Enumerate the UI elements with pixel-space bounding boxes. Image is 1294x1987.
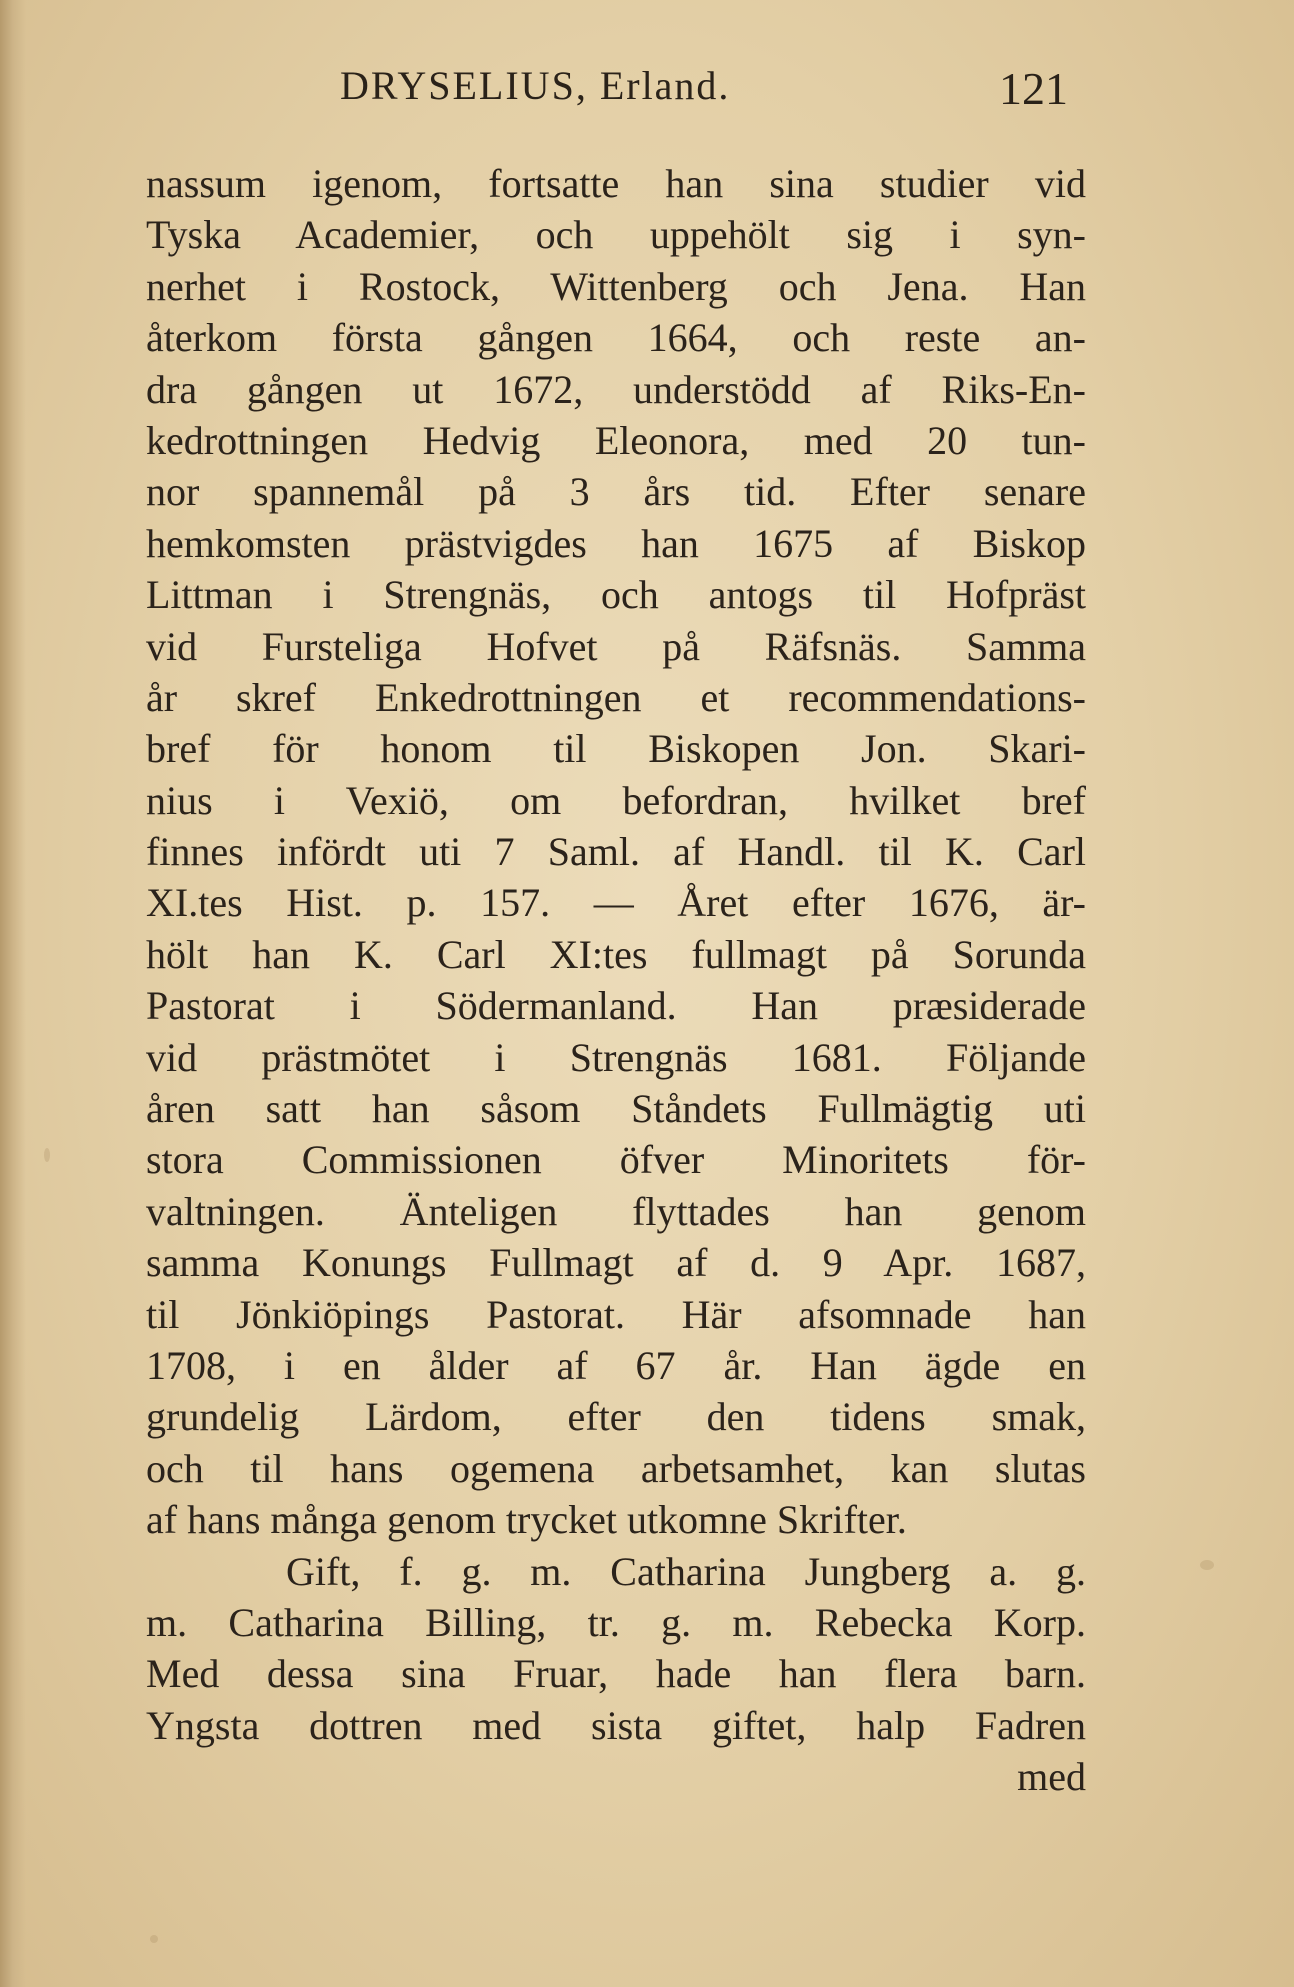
- paper-stain: [150, 1935, 158, 1943]
- running-header: [340, 62, 1100, 122]
- text-line: år skref Enkedrottningen et recommendations-: [146, 674, 1086, 720]
- page-number: 121: [999, 63, 1068, 114]
- text-line: m. Catharina Billing, tr. g. m. Rebecka Korp.: [146, 1599, 1086, 1645]
- text-line: åren satt han såsom Ståndets Fullmägtig uti: [146, 1086, 1086, 1132]
- text-line: af hans många genom trycket utkomne Skrifter.: [146, 1497, 907, 1543]
- text-line: Gift, f. g. m. Catharina Jungberg a. g.: [286, 1548, 1086, 1594]
- text-line: til Jönkiöpings Pastorat. Här afsomnade han: [146, 1291, 1086, 1337]
- page-edge-shadow: [0, 0, 26, 1987]
- text-line: vid Fursteliga Hofvet på Räfsnäs. Samma: [146, 623, 1086, 669]
- catchword: med: [1017, 1754, 1086, 1800]
- text-line: stora Commissionen öfver Minoritets för-: [146, 1137, 1086, 1183]
- text-line: 1708, i en ålder af 67 år. Han ägde en: [146, 1342, 1086, 1388]
- text-line: hölt han K. Carl XI:tes fullmagt på Sorunda: [146, 931, 1086, 977]
- text-line: nius i Vexiö, om befordran, hvilket bref: [146, 777, 1086, 823]
- text-line: vid prästmötet i Strengnäs 1681. Följande: [146, 1034, 1086, 1080]
- text-line: Tyska Academier, och uppehölt sig i syn-: [146, 212, 1086, 258]
- body-text: [146, 158, 1086, 1803]
- running-title: DRYSELIUS, Erland.: [340, 63, 731, 108]
- text-line: nassum igenom, fortsatte han sina studier vid: [146, 161, 1086, 206]
- paper-stain: [1200, 1560, 1214, 1570]
- text-line: Yngsta dottren med sista giftet, halp Fadren: [146, 1702, 1086, 1748]
- text-line: Pastorat i Södermanland. Han præsiderade: [146, 983, 1086, 1029]
- text-line: dra gången ut 1672, understödd af Riks-En-: [146, 366, 1086, 412]
- text-line: finnes infördt uti 7 Saml. af Handl. til K. Carl: [146, 829, 1086, 875]
- text-line: hemkomsten prästvigdes han 1675 af Biskop: [146, 520, 1086, 566]
- text-line: grundelig Lärdom, efter den tidens smak,: [146, 1394, 1086, 1440]
- text-line: bref för honom til Biskopen Jon. Skari-: [146, 726, 1086, 772]
- text-line: nerhet i Rostock, Wittenberg och Jena. Han: [146, 263, 1086, 309]
- text-line: valtningen. Änteligen flyttades han genom: [146, 1188, 1086, 1234]
- text-line: återkom första gången 1664, och reste an-: [146, 315, 1086, 361]
- text-line: nor spannemål på 3 års tid. Efter senare: [146, 469, 1086, 515]
- paper-stain: [44, 1148, 50, 1162]
- text-line: Littman i Strengnäs, och antogs til Hofpräst: [146, 572, 1086, 618]
- text-line: och til hans ogemena arbetsamhet, kan slutas: [146, 1445, 1086, 1491]
- text-line: XI.tes Hist. p. 157. — Året efter 1676, är-: [146, 880, 1086, 926]
- text-line: Med dessa sina Fruar, hade han flera barn.: [146, 1651, 1086, 1697]
- text-line: samma Konungs Fullmagt af d. 9 Apr. 1687,: [146, 1240, 1086, 1286]
- text-line: kedrottningen Hedvig Eleonora, med 20 tun-: [146, 417, 1086, 463]
